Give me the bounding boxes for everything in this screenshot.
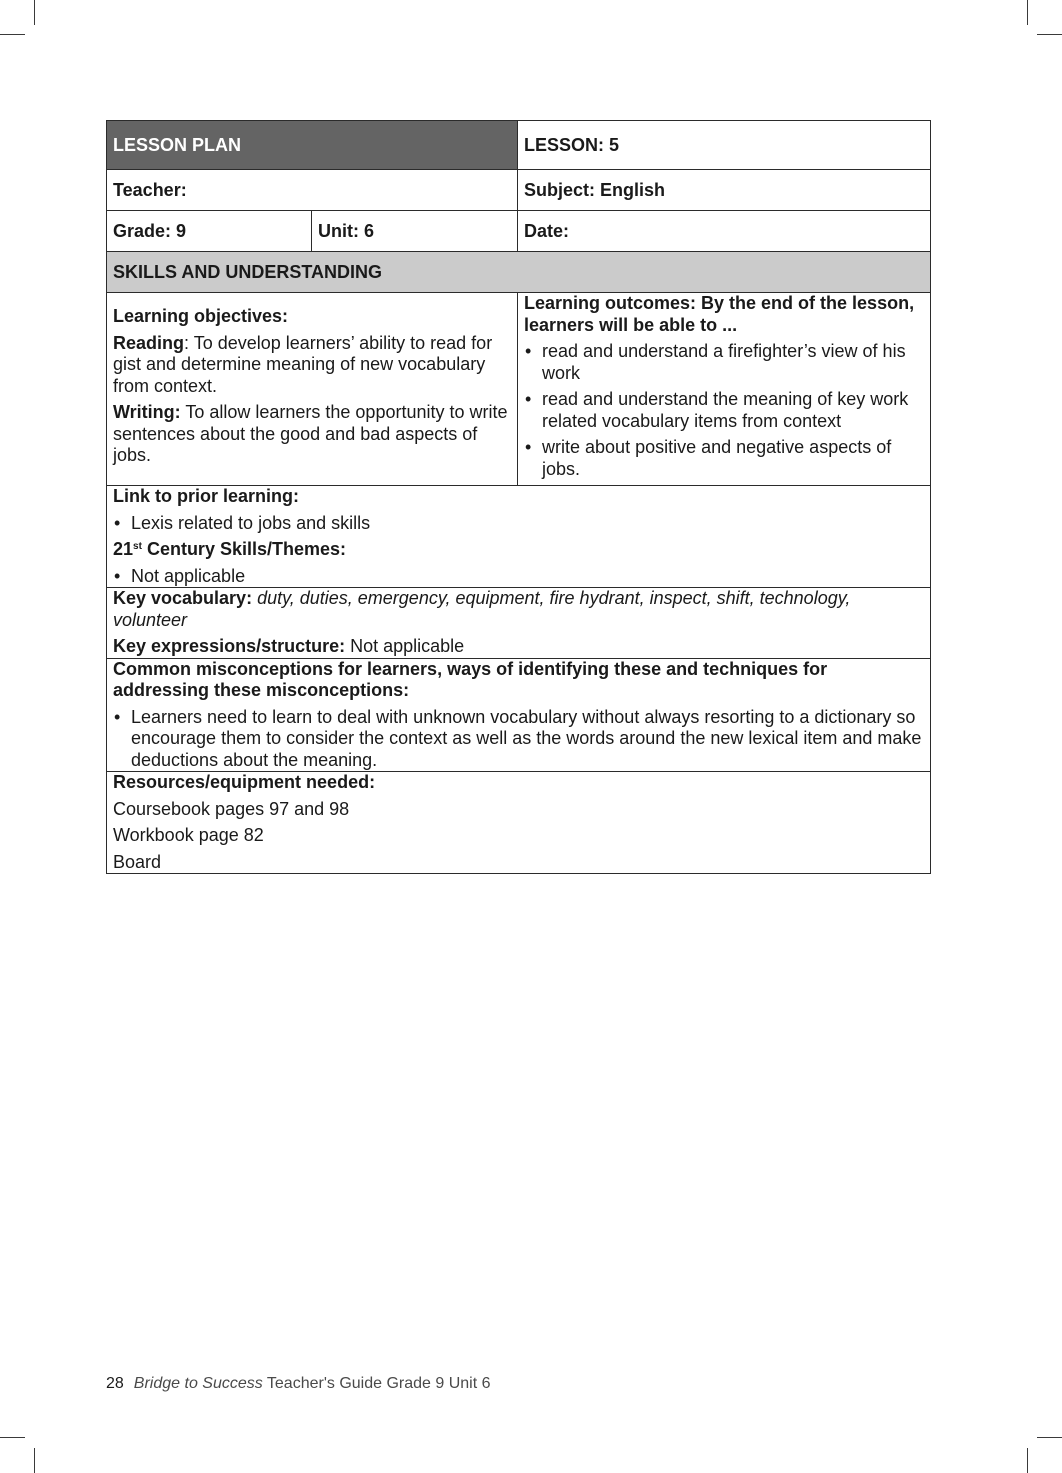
misconceptions-list: [113, 707, 924, 772]
list-item: • Learners need to learn to deal with unknown vocabulary without always resorting to a dictionary so encourage them to consider the context as well as the words around the new lexical item and make deductions about the meaning.: [113, 707, 924, 772]
outcomes-list: [524, 341, 924, 480]
grade-field: Grade: 9: [107, 211, 312, 252]
lesson-number: LESSON: 5: [518, 121, 931, 170]
resource-item: Coursebook pages 97 and 98: [113, 798, 350, 819]
crop-mark: [1027, 0, 1028, 25]
list-item: • read and understand a firefighter’s view of his work: [524, 341, 924, 384]
crop-mark: [1037, 1437, 1062, 1438]
expressions-text: Not applicable: [345, 636, 465, 656]
writing-label: Writing:: [113, 402, 181, 423]
crop-mark: [34, 0, 35, 25]
list-item: • read and understand the meaning of key work related vocabulary items from context: [524, 389, 924, 432]
crop-mark: [34, 1448, 35, 1473]
key-vocabulary: [107, 588, 931, 659]
lesson-plan-table: [106, 120, 931, 874]
list-item: • Not applicable: [113, 566, 924, 588]
prior-learning: [107, 486, 931, 588]
crop-mark: [1027, 1448, 1028, 1473]
skills-heading-sup: st: [133, 541, 142, 552]
list-item: • Lexis related to jobs and skills: [113, 513, 924, 535]
vocabulary-words: duty, duties, emergency, equipment, fire hydrant, inspect, shift, technology, volunteer: [113, 588, 851, 630]
objectives-heading: Learning objectives:: [113, 306, 289, 327]
expressions-label: Key expressions/structure:: [113, 636, 346, 656]
date-field: Date:: [518, 211, 931, 252]
vocabulary-line: [113, 588, 924, 631]
reading-label: Reading: [113, 332, 185, 353]
section-heading: SKILLS AND UNDERSTANDING: [107, 252, 931, 293]
expressions-line: [113, 636, 924, 658]
learning-outcomes: [518, 293, 931, 486]
skills-heading-rest: Century Skills/Themes:: [141, 539, 347, 559]
unit-field: Unit: 6: [312, 211, 518, 252]
prior-learning-heading: Link to prior learning:: [113, 486, 300, 506]
page-footer: [106, 1375, 491, 1393]
lesson-plan-title: LESSON PLAN: [107, 121, 518, 170]
reading-text: : To develop learners’ ability to read for gist and determine meaning of new vocabulary from context.: [113, 332, 493, 396]
resource-item: Board: [113, 851, 162, 872]
outcomes-heading: Learning outcomes: By the end of the lesson, learners will be able to ...: [524, 293, 915, 335]
skills-heading: [113, 539, 924, 561]
resource-item: Workbook page 82: [113, 825, 264, 845]
teacher-field: Teacher:: [107, 170, 518, 211]
list-item: • write about positive and negative aspects of jobs.: [524, 437, 924, 480]
book-title: Bridge to Success: [133, 1375, 263, 1392]
learning-objectives: [107, 293, 518, 486]
crop-mark: [0, 34, 25, 35]
skills-list: [113, 566, 924, 588]
crop-mark: [1037, 34, 1062, 35]
resources-heading: Resources/equipment needed:: [113, 772, 376, 792]
skills-heading-num: 21: [113, 539, 134, 559]
crop-mark: [0, 1437, 25, 1438]
resources: [107, 772, 931, 874]
common-misconceptions: [107, 658, 931, 772]
prior-learning-list: [113, 513, 924, 535]
subject-field: Subject: English: [518, 170, 931, 211]
misconceptions-heading: Common misconceptions for learners, ways of identifying these and techniques for addressing these misconceptions:: [113, 658, 828, 700]
writing-text: To allow learners the opportunity to write sentences about the good and bad aspects of jobs.: [113, 402, 508, 466]
page-number: 28: [106, 1375, 124, 1392]
writing-objective: [113, 402, 511, 467]
vocabulary-label: Key vocabulary:: [113, 588, 253, 608]
reading-objective: [113, 333, 511, 398]
footer-text: Teacher's Guide Grade 9 Unit 6: [262, 1375, 491, 1392]
